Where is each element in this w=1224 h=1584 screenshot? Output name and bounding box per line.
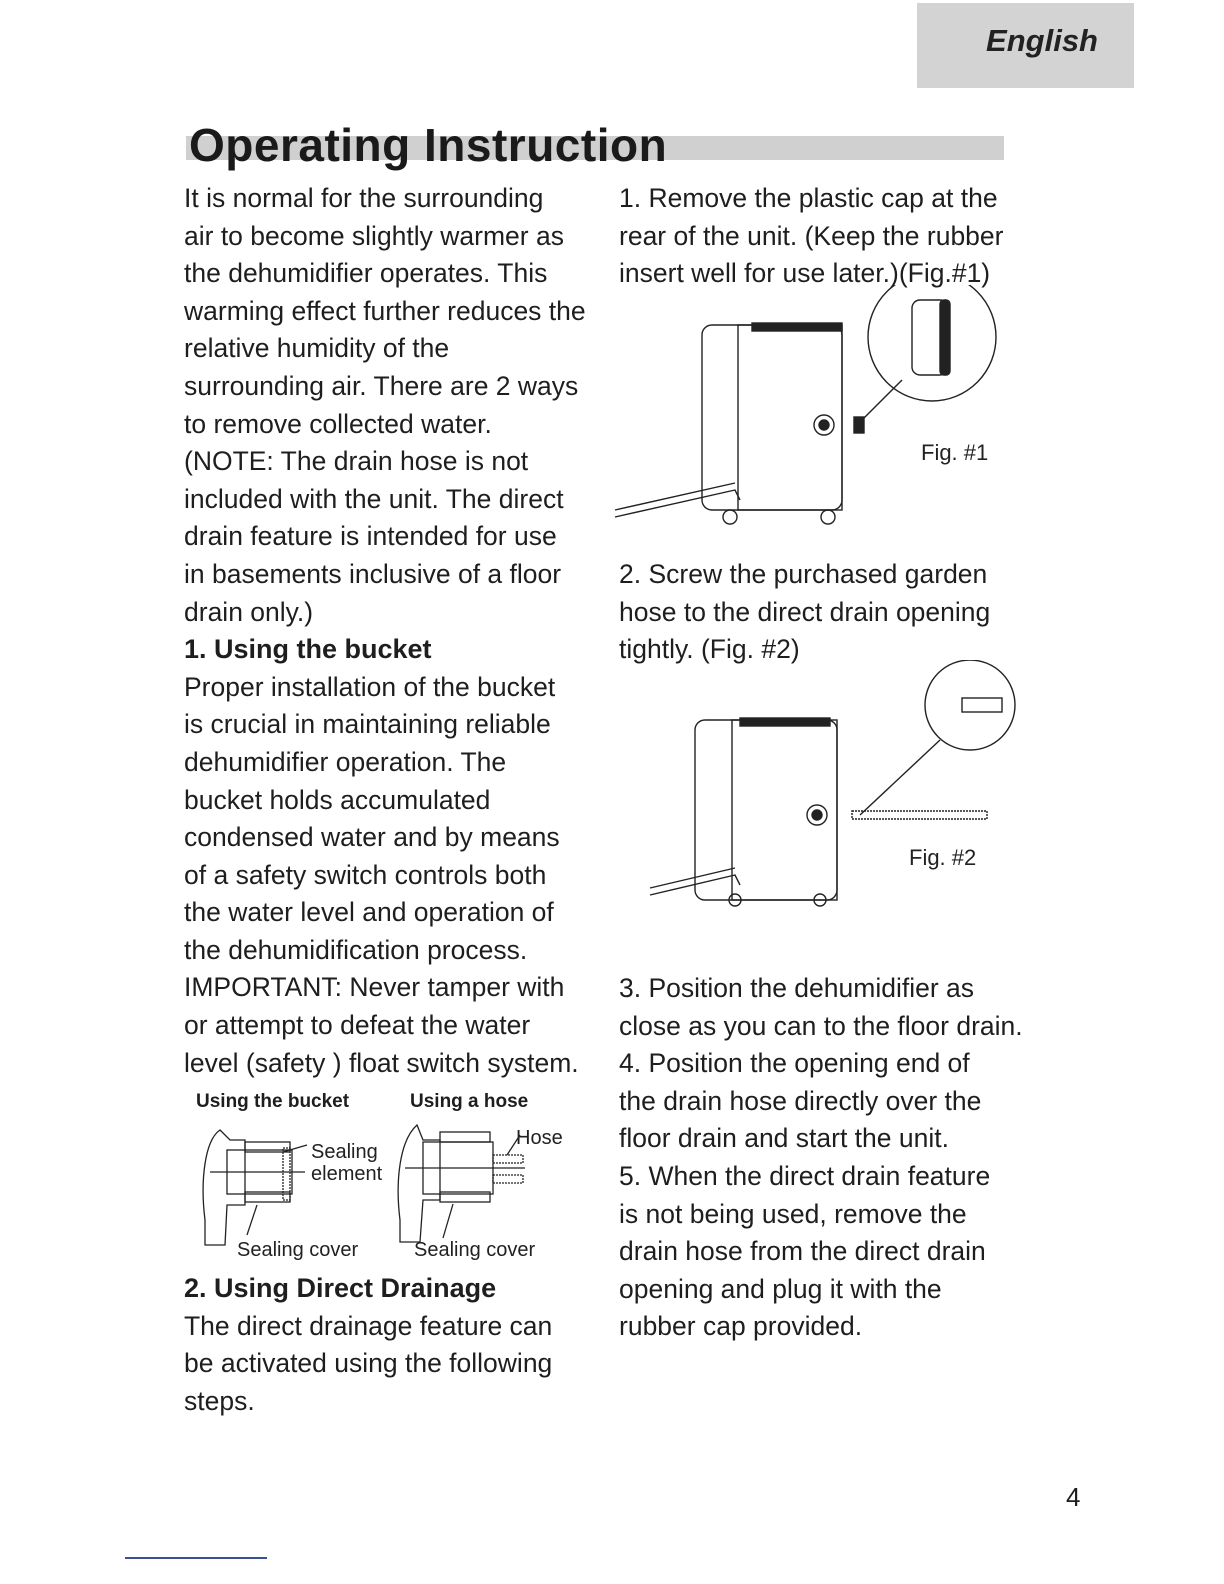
label-hose: Hose — [516, 1127, 563, 1149]
language-label: English — [986, 23, 1098, 58]
text-line: opening and plug it with the — [619, 1273, 942, 1304]
text-line: 3. Position the dehumidifier as — [619, 973, 975, 1003]
text-line: bucket holds accumulated — [184, 784, 491, 815]
text-line: drain hose from the direct drain — [619, 1236, 986, 1267]
fig2-label: Fig. #2 — [909, 845, 977, 870]
caption-using-bucket: Using the bucket — [196, 1091, 350, 1112]
text-line: The direct drainage feature can — [184, 1310, 553, 1341]
caption-using-hose: Using a hose — [410, 1091, 529, 1112]
text-line: 1. Remove the plastic cap at the — [619, 183, 998, 213]
text-line: (NOTE: The drain hose is not — [184, 446, 529, 477]
text-line: relative humidity of the — [184, 333, 450, 364]
text-line: steps. — [184, 1385, 255, 1416]
text-line: 5. When the direct drain feature — [619, 1160, 991, 1191]
direct-drainage-text — [184, 1270, 552, 1420]
text-line: the water level and operation of — [184, 897, 554, 928]
text-line: to remove collected water. — [184, 408, 492, 439]
page-number: 4 — [1066, 1482, 1081, 1512]
step-2-text — [619, 556, 990, 669]
text-line: insert well for use later.)(Fig.#1) — [619, 258, 991, 289]
text-line: be activated using the following — [184, 1348, 553, 1379]
text-line: condensed water and by means — [184, 822, 560, 853]
text-line: 4. Position the opening end of — [619, 1048, 970, 1079]
text-line: the dehumidification process. — [184, 934, 528, 965]
text-line: rear of the unit. (Keep the rubber — [619, 220, 1004, 251]
text-line: rubber cap provided. — [619, 1311, 863, 1342]
fig2-dehumidifier-illustration — [640, 660, 1030, 910]
text-line: It is normal for the surrounding — [184, 183, 544, 213]
text-line: the drain hose directly over the — [619, 1085, 982, 1116]
text-line: drain feature is intended for use — [184, 521, 557, 552]
text-line: air to become slightly warmer as — [184, 220, 564, 251]
text-line: 2. Screw the purchased garden — [619, 559, 988, 589]
step-1-text — [619, 180, 1003, 293]
fig1-dehumidifier-illustration — [610, 285, 1010, 535]
footer-rule — [125, 1557, 267, 1559]
text-line: or attempt to defeat the water — [184, 1010, 531, 1041]
text-line: dehumidifier operation. The — [184, 746, 507, 777]
steps-3-5-text — [619, 970, 1023, 1346]
fig1-label: Fig. #1 — [921, 440, 989, 465]
text-line: included with the unit. The direct — [184, 483, 564, 514]
label-sealing-element — [311, 1141, 382, 1185]
label-sealing-cover-right: Sealing cover — [414, 1239, 536, 1261]
label-line: element — [311, 1163, 383, 1185]
text-line: IMPORTANT: Never tamper with — [184, 972, 565, 1003]
text-line: surrounding air. There are 2 ways — [184, 370, 579, 401]
text-line: is not being used, remove the — [619, 1198, 967, 1229]
language-tab — [917, 3, 1134, 88]
label-line: Sealing — [311, 1141, 378, 1163]
text-line: level (safety ) float switch system. — [184, 1047, 579, 1078]
text-line: of a safety switch controls both — [184, 859, 547, 890]
text-line: hose to the direct drain opening — [619, 596, 991, 627]
text-line: close as you can to the floor drain. — [619, 1010, 1023, 1041]
section-heading: 2. Using Direct Drainage — [184, 1273, 497, 1303]
text-line: tightly. (Fig. #2) — [619, 634, 800, 665]
section-heading: 1. Using the bucket — [184, 634, 432, 665]
label-sealing-cover-left: Sealing cover — [237, 1239, 359, 1261]
text-line: is crucial in maintaining reliable — [184, 709, 551, 740]
page-title: Operating Instruction — [189, 119, 668, 171]
text-line: the dehumidifier operates. This — [184, 258, 548, 289]
text-line: drain only.) — [184, 596, 314, 627]
text-line: floor drain and start the unit. — [619, 1123, 949, 1154]
text-line: in basements inclusive of a floor — [184, 558, 562, 589]
intro-text — [184, 180, 586, 1082]
text-line: warming effect further reduces the — [184, 295, 586, 326]
text-line: Proper installation of the bucket — [184, 671, 556, 702]
